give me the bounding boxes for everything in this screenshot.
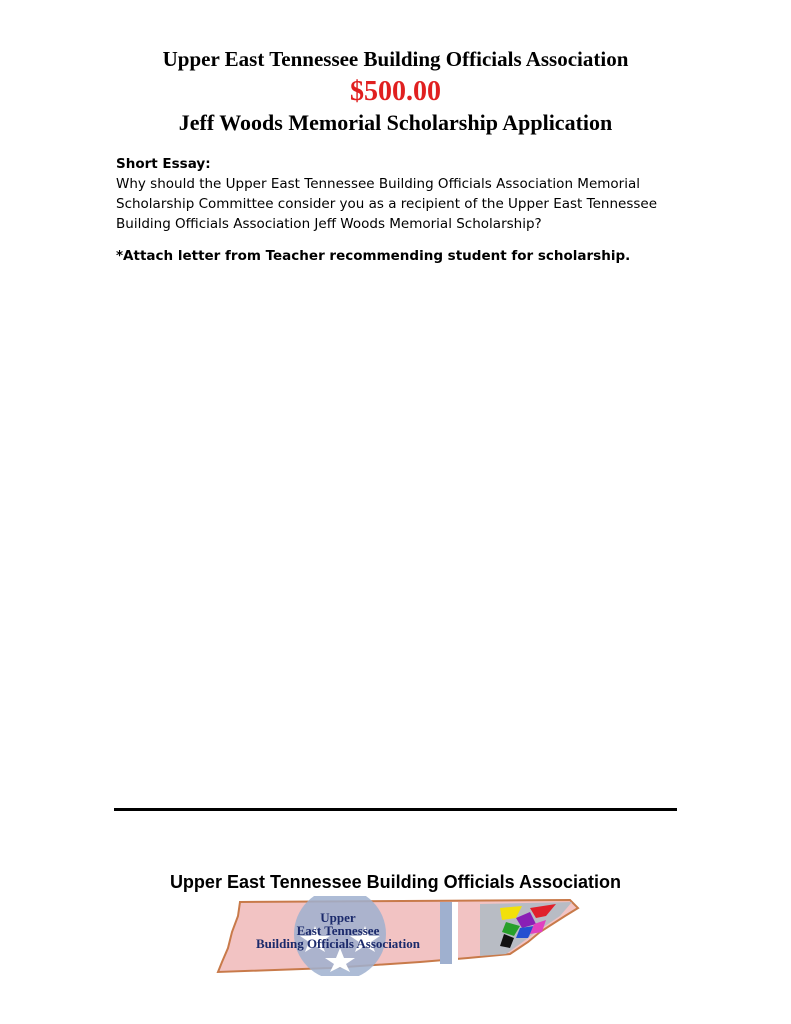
- organization-title: Upper East Tennessee Building Officials Association: [162, 47, 629, 71]
- essay-label: Short Essay:: [116, 156, 211, 172]
- association-logo: [210, 896, 585, 976]
- flag-blue-band: [440, 902, 452, 964]
- essay-divider-line: [114, 808, 677, 811]
- essay-question-line-1: Why should the Upper East Tennessee Building Officials Association Memorial: [116, 176, 640, 192]
- essay-question-line-2: Scholarship Committee consider you as a recipient of the Upper East Tennessee: [116, 196, 657, 212]
- attach-letter-note: *Attach letter from Teacher recommending student for scholarship.: [116, 248, 631, 264]
- logo-text-line-1: Upper: [320, 910, 356, 925]
- footer-organization-title: Upper East Tennessee Building Officials Association: [169, 872, 622, 892]
- essay-question-line-3: Building Officials Association Jeff Woods Memorial Scholarship?: [116, 216, 542, 232]
- logo-text-line-3: Building Officials Association: [256, 936, 420, 951]
- scholarship-title: Jeff Woods Memorial Scholarship Application: [178, 110, 613, 135]
- essay-section: [116, 154, 696, 234]
- scholarship-amount: $500.00: [350, 76, 441, 107]
- flag-white-stripe: [452, 902, 458, 964]
- logo-text-line-2: East Tennessee: [296, 923, 380, 938]
